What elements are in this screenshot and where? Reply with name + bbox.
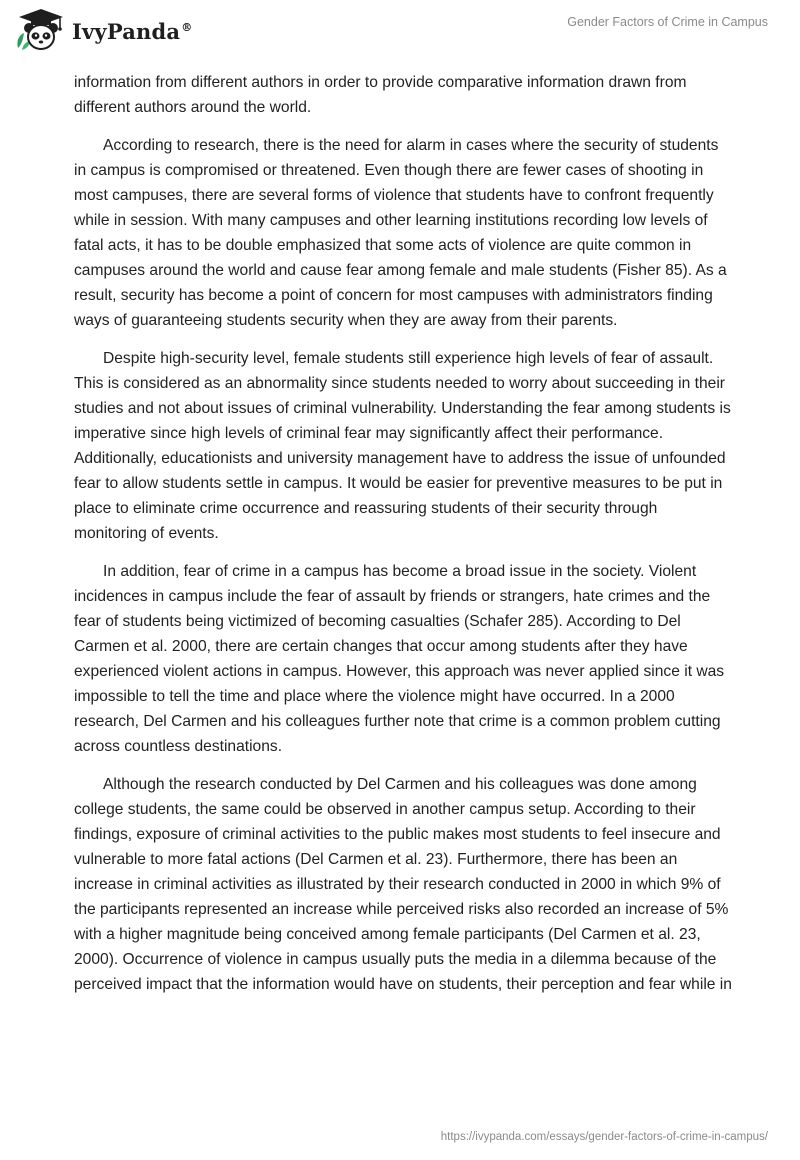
paragraph: Despite high-security level, female students still experience high levels of fear of assault. This is considered as an abnormality since students needed to worry about succeeding in their studies and not about issues of criminal vulnerability. Understanding the fear among students is imperative since high levels of criminal fear may significantly affect their performance. Additionally, educationists and university management have to address the issue of unfounded fear to allow students settle in campus. It would be easier for preventive measures to be put in place to eliminate crime occurrence and reassuring students of their security through monitoring of events. — [74, 350, 731, 542]
essay-body — [74, 70, 734, 1010]
source-url-link[interactable]: https://ivypanda.com/essays/gender-factors-of-crime-in-campus/ — [440, 1131, 768, 1143]
paragraph: According to research, there is the need for alarm in cases where the security of students in campus is compromised or threatened. Even though there are fewer cases of shooting in most campuses, there are several forms of violence that students have to confront frequently while in session. With many campuses and other learning institutions recording low levels of fatal acts, it has to be double emphasized that some acts of violence are quite common in campuses around the world and cause fear among female and male students (Fisher 85). As a result, security has become a point of concern for most campuses with administrators finding ways of guaranteeing students security when they are away from their parents. — [74, 137, 727, 329]
paragraph: Although the research conducted by Del Carmen and his colleagues was done among college students, the same could be observed in another campus setup. According to their findings, exposure of criminal activities to the public makes most students to feel insecure and vulnerable to more fatal actions (Del Carmen et al. 23). Furthermore, there has been an increase in criminal activities as illustrated by their research conducted in 2000 in which 9% of the participants represented an increase while perceived risks also recorded an increase of 5% with a higher magnitude being conceived among female participants (Del Carmen et al. 23, 2000). Occurrence of violence in campus usually puts the media in a dilemma because of the perceived impact that the information would have on students, their perception and fear while in — [74, 776, 732, 993]
document-title: Gender Factors of Crime in Campus — [567, 15, 768, 29]
panda-logo-icon — [14, 8, 68, 52]
brand-registered-mark: ® — [181, 20, 193, 34]
page-header — [0, 0, 800, 60]
brand-logo[interactable] — [14, 8, 192, 52]
paragraph: In addition, fear of crime in a campus has become a broad issue in the society. Violent incidences in campus include the fear of assault by friends or strangers, hate crimes and the fear of students being victimized of becoming casualties (Schafer 285). According to Del Carmen et al. 2000, there are certain changes that occur among students after they have experienced violent actions in campus. However, this approach was never applied since it was impossible to tell the time and place where the violence might have occurred. In a 2000 research, Del Carmen and his colleagues further note that crime is a common problem cutting across countless destinations. — [74, 563, 725, 755]
brand-name — [72, 19, 192, 44]
paragraph-continued: information from different authors in order to provide comparative information drawn from different authors around the world. — [74, 74, 687, 116]
brand-name-text: IvyPanda — [72, 18, 181, 44]
